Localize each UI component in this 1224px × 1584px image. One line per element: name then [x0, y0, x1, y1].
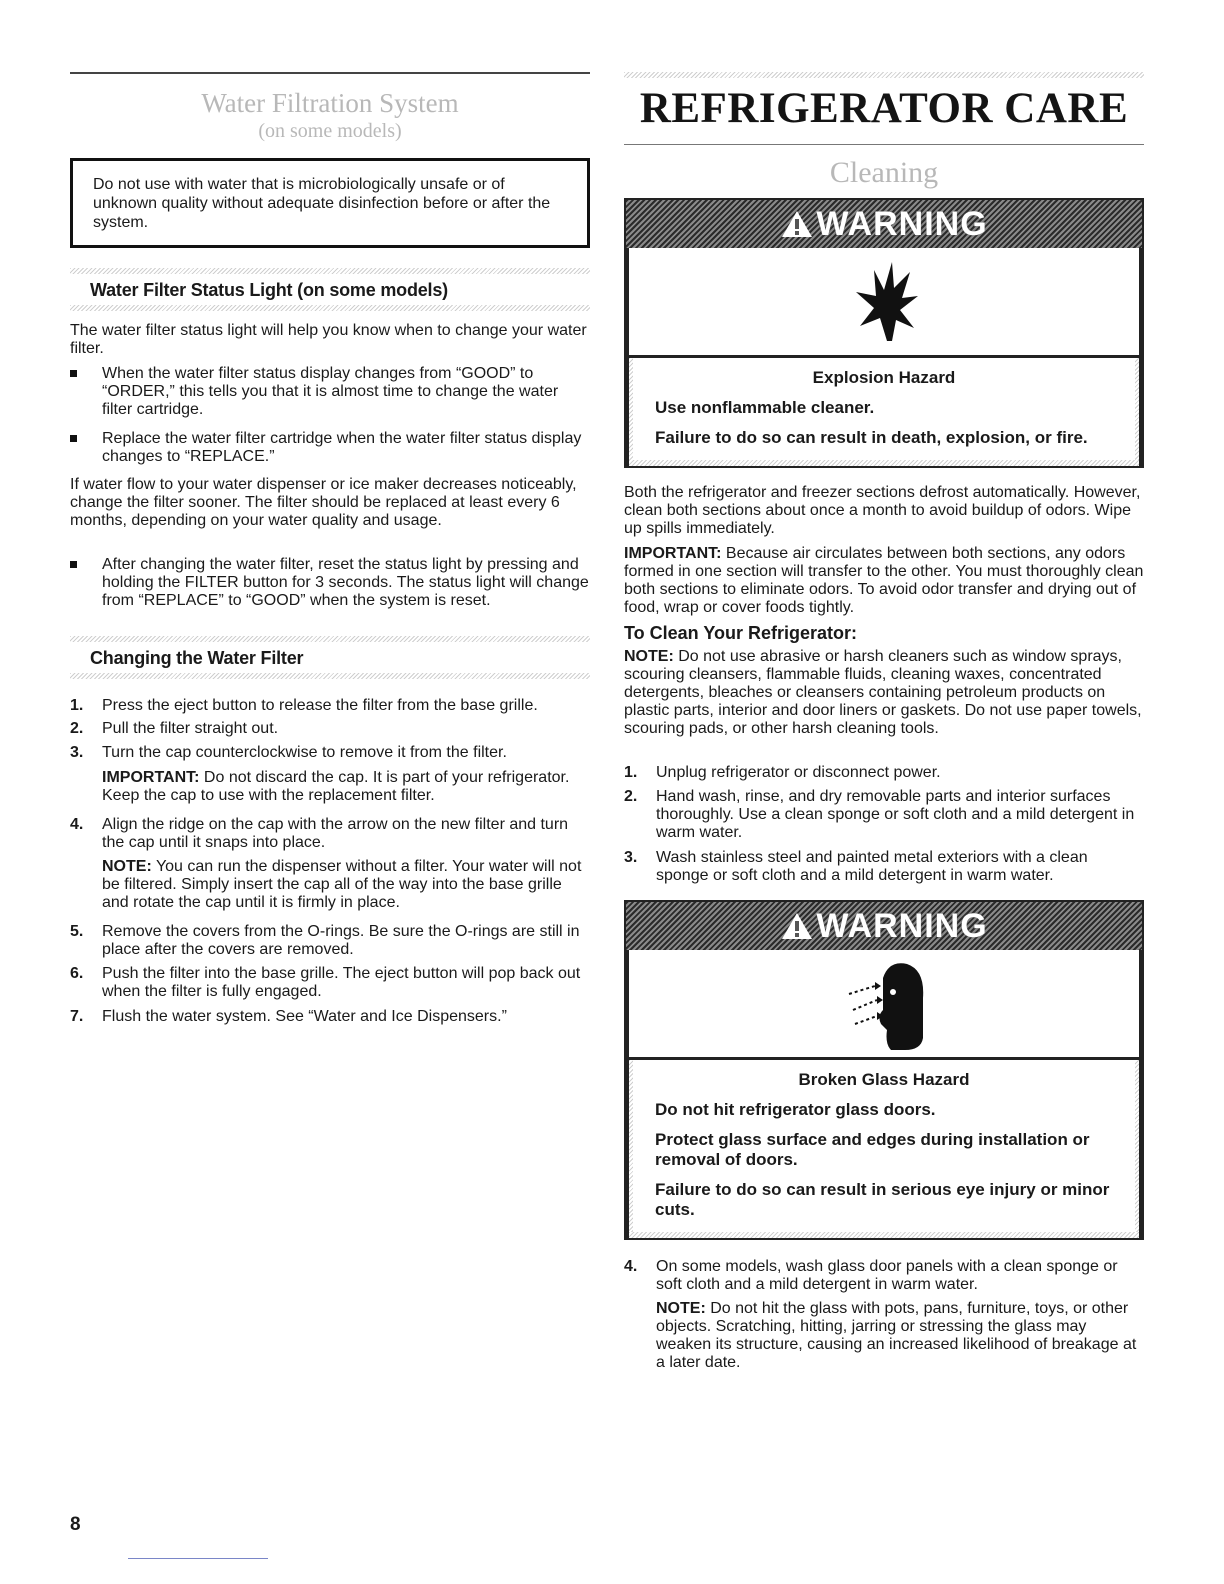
- section-subtitle: (on some models): [258, 120, 402, 142]
- note-label: NOTE:: [656, 1300, 706, 1317]
- status-para2: If water flow to your water dispenser or ice maker decreases noticeably, change the filter sooner. The filter should be replaced at least every 6 months, depending on your water quality and usage.: [70, 476, 577, 529]
- explosion-icon: [852, 256, 922, 346]
- step-number: 2.: [624, 788, 638, 805]
- broken-glass-warning: [624, 900, 1144, 1240]
- step-text: Remove the covers from the O-rings. Be sure the O-rings are still in place after the covers are removed.: [102, 923, 580, 958]
- heading-band: [70, 305, 590, 311]
- eye-injury-icon: [841, 958, 931, 1054]
- page-title: REFRIGERATOR CARE: [639, 85, 1129, 132]
- warning-icon-area: [626, 950, 1142, 1060]
- warning-banner: [626, 902, 1142, 950]
- hazard-title: Broken Glass Hazard: [798, 1070, 970, 1089]
- bullet-marker: [70, 435, 77, 442]
- warning-bottom-band: [629, 1232, 1139, 1238]
- warning-label: [780, 205, 987, 244]
- bullet-marker: [70, 561, 77, 568]
- heading-band: [70, 673, 590, 679]
- notice-text: Do not use with water that is microbiologically unsafe or of unknown quality without adequate disinfection before or after the system.: [93, 176, 551, 231]
- warning-icon-area: [626, 248, 1142, 358]
- step-text: Hand wash, rinse, and dry removable parts and interior surfaces thoroughly. Use a clean sponge or soft cloth and a mild detergent in warm water.: [656, 788, 1135, 841]
- clean-heading: To Clean Your Refrigerator:: [624, 623, 858, 643]
- important-label: IMPORTANT:: [102, 769, 200, 786]
- warning-word: WARNING: [816, 204, 988, 243]
- important-note: [624, 545, 1144, 617]
- step-number: 3.: [624, 849, 638, 866]
- step-number: 1.: [70, 697, 84, 714]
- step-text: Flush the water system. See “Water and Ice Dispensers.”: [102, 1008, 507, 1025]
- title-rule: [624, 144, 1144, 145]
- section-title: Cleaning: [829, 156, 939, 189]
- step-text: On some models, wash glass door panels with a clean sponge or soft cloth and a mild detergent in warm water.: [656, 1258, 1118, 1293]
- status-intro: The water filter status light will help you know when to change your water filter.: [70, 322, 587, 357]
- step-number: 3.: [70, 744, 84, 761]
- important-note: [102, 769, 590, 805]
- alert-triangle-icon: [780, 911, 814, 941]
- warning-line: Do not hit refrigerator glass doors.: [655, 1100, 936, 1119]
- warning-line: Failure to do so can result in death, explosion, or fire.: [655, 428, 1088, 447]
- footer-line: [128, 1558, 268, 1559]
- warning-line: Protect glass surface and edges during installation or removal of doors.: [655, 1130, 1090, 1169]
- important-label: IMPORTANT:: [624, 545, 722, 562]
- section-title: Water Filtration System: [201, 88, 459, 118]
- step-text: Turn the cap counterclockwise to remove it from the filter.: [102, 744, 507, 761]
- step-number: 7.: [70, 1008, 84, 1025]
- warning-bottom-band: [629, 460, 1139, 466]
- step-number: 6.: [70, 965, 84, 982]
- step-number: 5.: [70, 923, 84, 940]
- note-text: Do not use abrasive or harsh cleaners such as window sprays, scouring cleansers, flammable fluids, cleaning waxes, concentrated detergents, bleaches or cleansers containing petroleum products on plastic parts, interior and door liners or gaskets. Do not use paper towels, scouring pads, or other harsh cleaning tools.: [624, 648, 1142, 737]
- cleaning-note: [624, 648, 1144, 738]
- changing-heading: [70, 636, 590, 679]
- heading-label: Changing the Water Filter: [90, 648, 304, 668]
- bullet-text: Replace the water filter cartridge when the water filter status display changes to “REPLACE.”: [102, 430, 582, 465]
- step-text: Wash stainless steel and painted metal exteriors with a clean sponge or soft cloth and a mild detergent in warm water.: [656, 849, 1088, 884]
- alert-triangle-icon: [780, 209, 814, 239]
- step-text: Pull the filter straight out.: [102, 720, 279, 737]
- explosion-warning: [624, 198, 1144, 468]
- step-text: Press the eject button to release the filter from the base grille.: [102, 697, 538, 714]
- important-text: Because air circulates between both sections, any odors formed in one section will transfer to the other. You must thoroughly clean both sections to eliminate odors. To avoid odor transfer and drying out of food, wrap or cover foods tightly.: [624, 545, 1144, 616]
- warning-message: [626, 1060, 1142, 1238]
- note: [102, 858, 590, 912]
- warning-word: WARNING: [816, 906, 988, 945]
- top-rule: [70, 72, 590, 74]
- bullet-item: [70, 365, 590, 419]
- step-number: 1.: [624, 764, 638, 781]
- bullet-text: When the water filter status display changes from “GOOD” to “ORDER,” this tells you that it is almost time to change the water filter cartridge.: [102, 365, 559, 418]
- step-text: Push the filter into the base grille. The eject button will pop back out when the filter is fully engaged.: [102, 965, 581, 1000]
- bullet-text: After changing the water filter, reset the status light by pressing and holding the FILTER button for 3 seconds. The status light will change from “REPLACE” to “GOOD” when the system is reset.: [102, 556, 589, 609]
- page-number: 8: [70, 1514, 81, 1535]
- bullet-item: [70, 430, 590, 466]
- warning-banner: [626, 200, 1142, 248]
- status-light-heading: [70, 268, 590, 311]
- notice-box: [70, 158, 590, 248]
- note-label: NOTE:: [624, 648, 674, 665]
- top-band: [624, 72, 1144, 78]
- step-text: Unplug refrigerator or disconnect power.: [656, 764, 941, 781]
- warning-line: Use nonflammable cleaner.: [655, 398, 875, 417]
- step-text: Align the ridge on the cap with the arrow on the new filter and turn the cap until it snaps into place.: [102, 816, 569, 851]
- warning-line: Failure to do so can result in serious eye injury or minor cuts.: [655, 1180, 1110, 1219]
- step-number: 2.: [70, 720, 84, 737]
- note-text: Do not hit the glass with pots, pans, furniture, toys, or other objects. Scratching, hitting, jarring or stressing the glass may weaken its structure, causing an increased likelihood of breakage at a later date.: [656, 1300, 1137, 1371]
- important-text: Do not discard the cap. It is part of your refrigerator. Keep the cap to use with the replacement filter.: [102, 769, 570, 804]
- warning-label: [780, 907, 987, 946]
- note-label: NOTE:: [102, 858, 152, 875]
- warning-message: [626, 358, 1142, 466]
- bullet-item: [70, 556, 590, 628]
- note-text: You can run the dispenser without a filter. Your water will not be filtered. Simply insert the cap all of the way into the base grille and rotate the cap until it is firmly in place.: [102, 858, 582, 911]
- step-number: 4.: [624, 1258, 638, 1275]
- bullet-marker: [70, 370, 77, 377]
- heading-label: Water Filter Status Light (on some models): [90, 280, 448, 300]
- cleaning-para: Both the refrigerator and freezer sections defrost automatically. However, clean both sections about once a month to avoid buildup of odors. Wipe up spills immediately.: [624, 484, 1141, 537]
- glass-note: [656, 1300, 1144, 1372]
- step-number: 4.: [70, 816, 84, 833]
- hazard-title: Explosion Hazard: [812, 368, 956, 387]
